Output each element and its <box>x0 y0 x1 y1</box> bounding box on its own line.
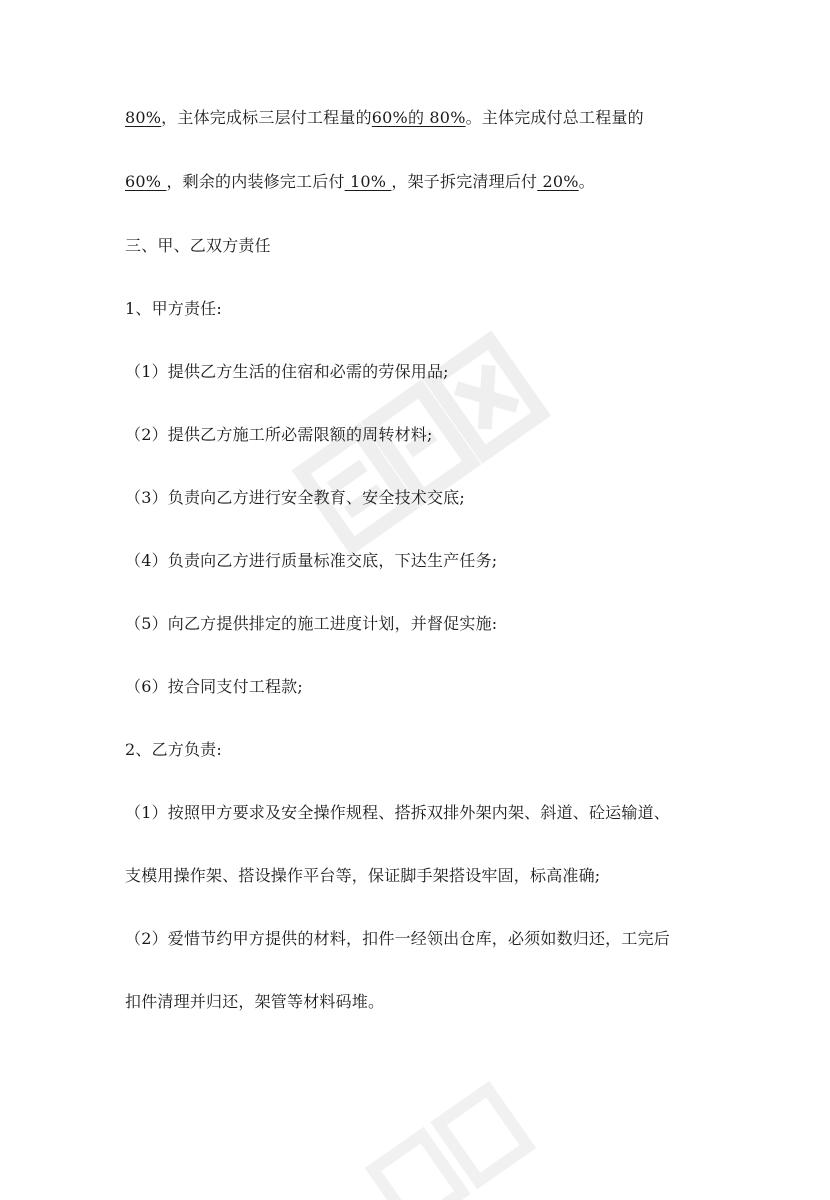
text-segment: 。 <box>578 172 595 191</box>
text-segment: 。主体完成付总工程量的 <box>465 108 644 127</box>
party-a-item: （6）按合同支付工程款; <box>125 677 303 696</box>
underlined-percentage: 80% <box>125 108 162 127</box>
section-heading: 三、甲、乙双方责任 <box>125 236 271 255</box>
underlined-percentage: 10% <box>344 172 392 191</box>
party-b-item-continued: 扣件清理并归还，架管等材料码堆。 <box>125 992 385 1011</box>
underlined-percentage: 60%的 80% <box>371 108 466 127</box>
text-segment: ，主体完成标三层付工程量的 <box>161 108 372 127</box>
payment-terms-line-1 <box>125 108 644 128</box>
party-a-item: （1）提供乙方生活的住宿和必需的劳保用品; <box>125 362 449 381</box>
party-b-item: （2）爱惜节约甲方提供的材料，扣件一经领出仓库，必须如数归还，工完后 <box>125 929 670 948</box>
underlined-percentage: 60% <box>125 172 167 191</box>
party-a-item: （3）负责向乙方进行安全教育、安全技术交底; <box>125 488 465 507</box>
party-a-item: （2）提供乙方施工所必需限额的周转材料; <box>125 425 433 444</box>
payment-terms-line-2 <box>125 172 595 192</box>
stamp-watermark-icon <box>330 1080 570 1200</box>
party-b-item-continued: 支模用操作架、搭设操作平台等，保证脚手架搭设牢固，标高准确; <box>125 866 601 885</box>
party-b-item: （1）按照甲方要求及安全操作规程、搭拆双排外架内架、斜道、砼运输道、 <box>125 803 670 822</box>
party-a-item: （5）向乙方提供排定的施工进度计划，并督促实施: <box>125 614 498 633</box>
party-a-title: 1、甲方责任: <box>125 299 222 318</box>
underlined-percentage: 20% <box>537 172 579 191</box>
party-b-title: 2、乙方负责: <box>125 740 222 759</box>
text-segment: ，架子拆完清理后付 <box>391 172 538 191</box>
text-segment: ，剩余的内装修完工后付 <box>166 172 345 191</box>
party-a-item: （4）负责向乙方进行质量标准交底，下达生产任务; <box>125 551 498 570</box>
